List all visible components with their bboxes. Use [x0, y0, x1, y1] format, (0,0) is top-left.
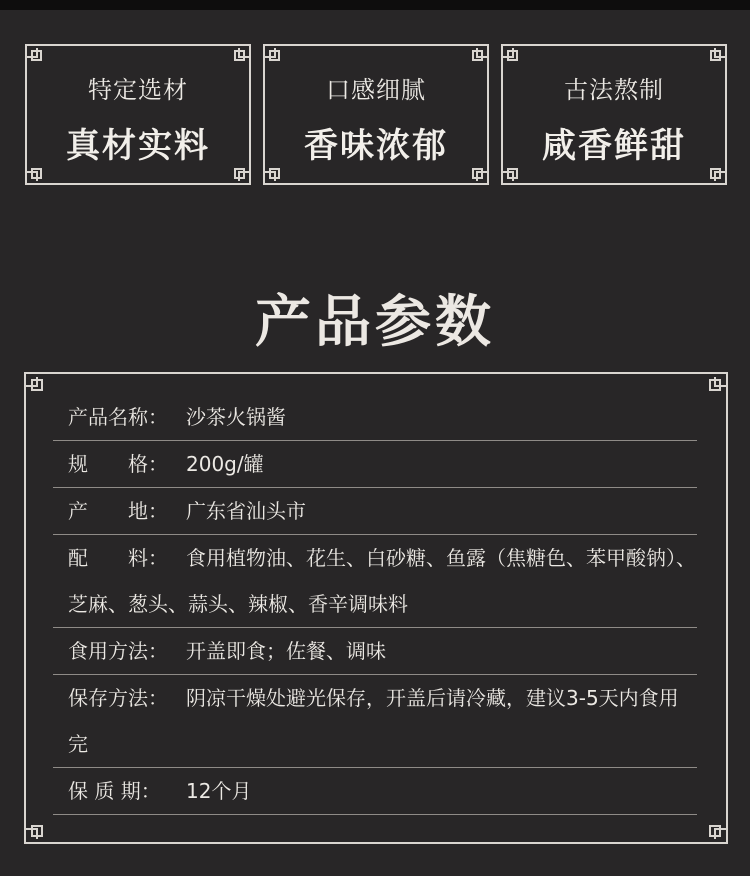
feature-title: 咸香鲜甜	[542, 126, 686, 166]
param-label: 产品名称：	[68, 405, 168, 429]
feature-title: 香味浓郁	[304, 126, 448, 166]
feature-subtitle: 口感细腻	[326, 76, 426, 104]
feature-box-1	[25, 44, 251, 185]
param-panel	[24, 372, 728, 844]
param-row-spec	[53, 441, 697, 488]
param-label: 配 料：	[68, 546, 168, 570]
feature-subtitle: 古法熬制	[564, 76, 664, 104]
param-label: 规 格：	[68, 452, 168, 476]
param-row-storage	[53, 675, 697, 768]
param-value: 食用植物油、花生、白砂糖、鱼露（焦糖色、苯甲酸钠）、芝麻、葱头、蒜头、辣椒、香辛调味料	[68, 546, 696, 616]
feature-title: 真材实料	[66, 126, 210, 166]
param-label: 保存方法：	[68, 686, 168, 710]
feature-subtitle: 特定选材	[88, 76, 188, 104]
param-label: 产 地：	[68, 499, 168, 523]
feature-row	[0, 0, 750, 200]
param-value: 开盖即食；佐餐、调味	[186, 639, 386, 663]
param-value: 阴凉干燥处避光保存，开盖后请冷藏，建议3-5天内食用完	[68, 686, 679, 756]
param-row-shelf-life	[53, 768, 697, 815]
feature-box-3	[501, 44, 727, 185]
param-row-name	[53, 394, 697, 441]
param-label: 食用方法：	[68, 639, 168, 663]
section-title: 产品参数	[255, 290, 495, 355]
param-label: 保 质 期：	[68, 779, 161, 803]
param-list	[53, 394, 697, 815]
param-row-ingredients	[53, 535, 697, 628]
param-value: 沙茶火锅酱	[186, 405, 286, 429]
param-row-usage	[53, 628, 697, 675]
param-value: 广东省汕头市	[186, 499, 306, 523]
feature-box-2	[263, 44, 489, 185]
param-value: 12个月	[186, 779, 252, 803]
param-value: 200g/罐	[186, 452, 264, 476]
param-row-origin	[53, 488, 697, 535]
